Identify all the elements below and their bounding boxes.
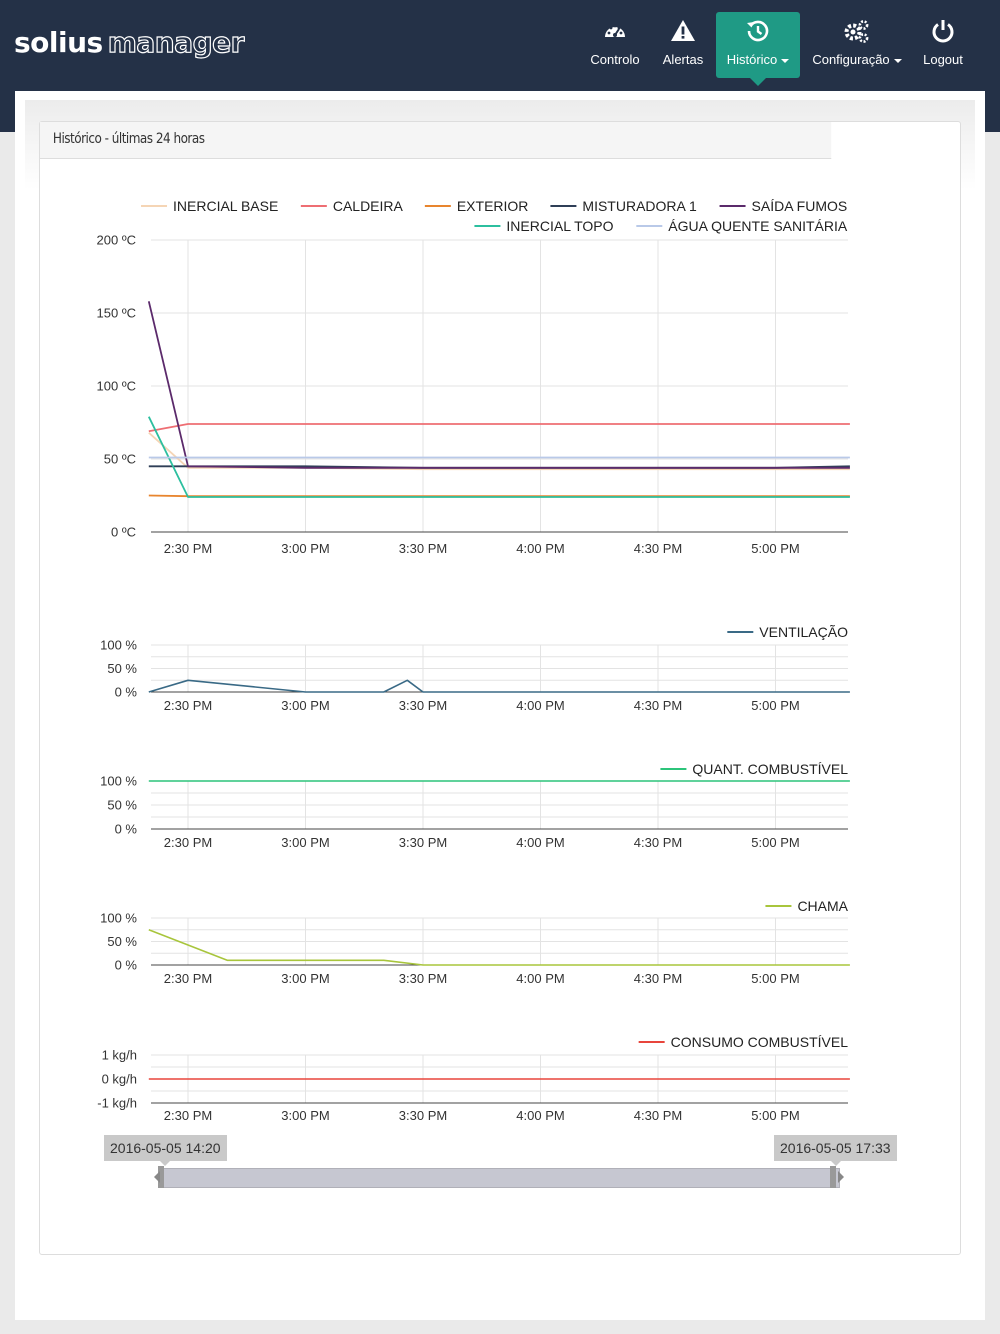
chart5-x-tick-label: 2:30 PM — [163, 1108, 213, 1123]
chart4-series-chama — [149, 930, 850, 965]
chart4-y-tick-label: 0 % — [114, 957, 137, 973]
chart1-x-tick-label: 2:30 PM — [163, 541, 213, 556]
chart3-x-tick-label: 4:00 PM — [516, 835, 565, 850]
chart2-x-tick-label: 3:00 PM — [281, 698, 330, 713]
range-end-label: 2016-05-05 17:33 — [774, 1135, 897, 1161]
legend-chama: CHAMA — [797, 898, 849, 914]
legend-caldeira: CALDEIRA — [332, 198, 403, 214]
chart4-y-tick-label: 50 % — [107, 934, 137, 949]
chart1-series-saida-fumos — [149, 301, 850, 468]
chart1-y-tick-label: 150 ºC — [96, 305, 136, 321]
legend-inercial-topo: INERCIAL TOPO — [506, 218, 614, 234]
arrow-left-icon[interactable] — [154, 1171, 160, 1183]
chart1-y-tick-label: 200 ºC — [96, 232, 136, 248]
legend-inercial-base: INERCIAL BASE — [173, 198, 279, 214]
legend-saida-fumos: SAÍDA FUMOS — [751, 198, 848, 214]
chart3-x-tick-label: 3:00 PM — [281, 835, 330, 850]
chart2-x-tick-label: 3:30 PM — [398, 698, 448, 713]
chart1-x-tick-label: 3:30 PM — [398, 541, 448, 556]
range-start-label: 2016-05-05 14:20 — [104, 1135, 227, 1161]
legend-ventilacao: VENTILAÇÃO — [759, 624, 849, 640]
nav-logout-label: Logout — [923, 52, 963, 67]
chart5-x-tick-label: 3:30 PM — [398, 1108, 448, 1123]
chart3-x-tick-label: 3:30 PM — [398, 835, 448, 850]
chart1-y-tick-label: 100 ºC — [96, 378, 136, 394]
chart3-x-tick-label: 4:30 PM — [633, 835, 683, 850]
chart2-y-tick-label: 50 % — [107, 661, 137, 676]
chart5-y-tick-label: -1 kg/h — [97, 1095, 137, 1111]
legend-agua-quente-sanitaria: ÁGUA QUENTE SANITÁRIA — [668, 218, 848, 234]
chart4-x-tick-label: 3:00 PM — [281, 971, 330, 986]
legend-misturadora-1: MISTURADORA 1 — [582, 198, 697, 214]
chart4-x-tick-label: 4:30 PM — [633, 971, 683, 986]
legend-exterior: EXTERIOR — [456, 198, 529, 214]
chart2-y-tick-label: 100 % — [100, 637, 137, 653]
arrow-right-icon[interactable] — [838, 1171, 844, 1183]
nav-historico-text: Histórico — [726, 52, 778, 67]
chart5-x-tick-label: 4:00 PM — [516, 1108, 565, 1123]
chart4-x-tick-label: 5:00 PM — [751, 971, 800, 986]
chart1-x-tick-label: 4:30 PM — [633, 541, 683, 556]
chart4-x-tick-label: 4:00 PM — [516, 971, 565, 986]
chart4-y-tick-label: 100 % — [100, 910, 137, 926]
legend-consumo-combustivel: CONSUMO COMBUSTÍVEL — [670, 1034, 849, 1050]
chart2-x-tick-label: 4:00 PM — [516, 698, 565, 713]
chart1-x-tick-label: 4:00 PM — [516, 541, 565, 556]
nav-controlo-label: Controlo — [590, 52, 640, 67]
time-range-slider[interactable] — [160, 1168, 840, 1188]
range-end-handle[interactable] — [830, 1166, 836, 1188]
chart3-x-tick-label: 2:30 PM — [163, 835, 213, 850]
chart5-x-tick-label: 5:00 PM — [751, 1108, 800, 1123]
nav-alertas-label: Alertas — [662, 52, 704, 67]
chart2-x-tick-label: 2:30 PM — [163, 698, 213, 713]
nav-configuracao-text: Configuração — [812, 52, 890, 67]
chart2-x-tick-label: 4:30 PM — [633, 698, 683, 713]
logo-outline-text: manager — [107, 26, 244, 59]
chart3-x-tick-label: 5:00 PM — [751, 835, 800, 850]
chart1-x-tick-label: 5:00 PM — [751, 541, 800, 556]
panel-title: Histórico - últimas 24 horas — [40, 122, 831, 159]
chart5-x-tick-label: 4:30 PM — [633, 1108, 683, 1123]
chart3-y-tick-label: 50 % — [107, 797, 137, 813]
chart2-y-tick-label: 0 % — [114, 684, 137, 700]
chart5-x-tick-label: 3:00 PM — [281, 1108, 330, 1123]
chart1-series-caldeira — [149, 424, 850, 431]
chart2-series-ventilacao — [149, 680, 850, 692]
chart1-y-tick-label: 50 ºC — [103, 451, 136, 467]
logo-bold-text: solius — [14, 26, 103, 59]
legend-quant-combustivel: QUANT. COMBUSTÍVEL — [692, 761, 849, 777]
chart1-series-inercial-base — [149, 433, 850, 470]
chart4-x-tick-label: 2:30 PM — [163, 971, 213, 986]
chart4-x-tick-label: 3:30 PM — [398, 971, 448, 986]
chart2-x-tick-label: 5:00 PM — [751, 698, 800, 713]
chart1-x-tick-label: 3:00 PM — [281, 541, 330, 556]
chart5-y-tick-label: 0 kg/h — [101, 1071, 137, 1087]
chart3-y-tick-label: 100 % — [100, 773, 137, 789]
chart3-y-tick-label: 0 % — [114, 821, 137, 837]
chart1-series-exterior — [149, 496, 850, 497]
chart5-y-tick-label: 1 kg/h — [101, 1047, 137, 1063]
chart1-y-tick-label: 0 ºC — [111, 524, 136, 540]
